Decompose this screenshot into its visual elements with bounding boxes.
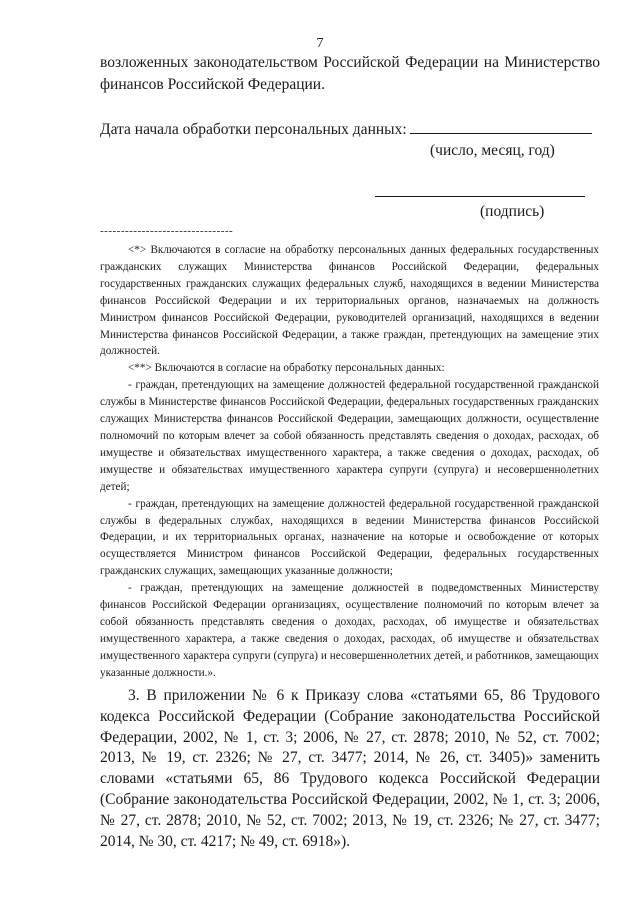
date-label: Дата начала обработки персональных данных: (100, 121, 407, 138)
footnotes-block (100, 242, 599, 682)
footnote-2-intro: <**> Включаются в согласие на обработку персональных данных: (128, 362, 445, 375)
intro-paragraph: возложенных законодательством Российской Федерации на Министерство финансов Российской Федерации. (100, 54, 600, 93)
footnote-separator: -------------------------------- (100, 225, 234, 237)
footnote-2-item-1: - граждан, претендующих на замещение должностей федеральной государственной гражданской службы в Министерстве финансов Российской Федерации, федеральных государственных гражданских служащих Министерства финансов Российской Федерации, замещающих должности, осуществление полномочий по которым влечет за собой обязанность представлять сведения о доходах, расходах, об имуществе и обязательствах имущественного характера, а также сведения о доходах, расходах, об имуществе и обязательствах имущественного характера супруги (супруга) и несовершеннолетних детей; (100, 379, 599, 493)
date-blank-line (410, 119, 592, 134)
signature-blank-line (375, 196, 585, 197)
item-3-paragraph (100, 686, 600, 852)
footnote-1: <*> Включаются в согласие на обработку персональных данных федеральных государственных гражданских служащих Министерства финансов Российской Федерации, федеральных государственных гражданских служащих федеральных служб, находящихся в ведении Министерства финансов Российской Федерации и их территориальных органов, назначаемых на должность Министром финансов Российской Федерации, руководителей организаций, находящихся в ведении Министерства финансов Российской Федерации, а также граждан, претендующих на замещение этих должностей. (100, 244, 599, 358)
page-number: 7 (316, 36, 324, 51)
signature-caption: (подпись) (480, 203, 545, 220)
footnote-2-item-2: - граждан, претендующих на замещение должностей федеральной государственной гражданской службы в федеральных службах, находящихся в ведении Министерства финансов Российской Федерации, и их территориальных органах, назначение на которые и освобождение от которых осуществляется Министром финансов Российской Федерации, федеральных государственных гражданских служащих, замещающих указанные должности; (100, 497, 599, 578)
item-3-text: 3. В приложении № 6 к Приказу слова «статьями 65, 86 Трудового кодекса Российской Федерации (Собрание законодательства Российской Федерации, 2002, № 1, ст. 3; 2006, № 27, ст. 2878; 2010, № 52, ст. 7002; 2013, № 19, ст. 2326; № 27, ст. 3477; 2014, № 26, ст. 3405)» заменить словами «статьями 65, 86 Трудового кодекса Российской Федерации (Собрание законодательства Российской Федерации, 2002, № 1, ст. 3; 2006, № 27, ст. 2878; 2010, № 52, ст. 7002; 2013, № 19, ст. 2326; № 27, ст. 3477; 2014, № 30, ст. 4217; № 49, ст. 6918»). (100, 687, 600, 850)
date-caption: (число, месяц, год) (430, 142, 555, 159)
date-field-row (100, 119, 600, 139)
footnote-2-item-3: - граждан, претендующих на замещение должностей в подведомственных Министерству финансов Российской Федерации организациях, осуществление полномочий по которым влечет за собой обязанность представлять сведения о доходах, расходах, об имуществе и обязательствах имущественного характера, а также сведения о доходах, расходах, об имуществе и обязательствах имущественного характера супруги (супруга) и несовершеннолетних детей, и работников, замещающих указанные должности.». (100, 582, 599, 679)
